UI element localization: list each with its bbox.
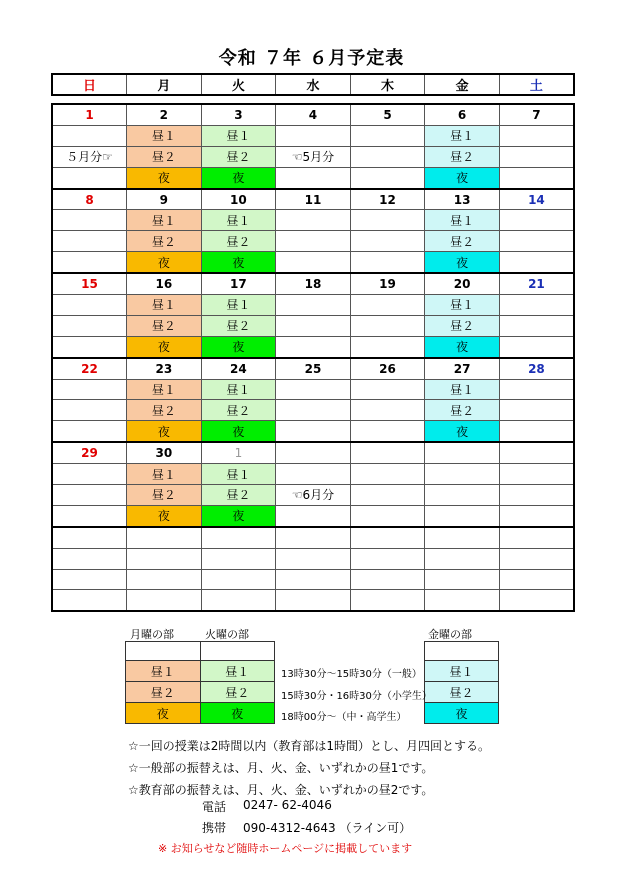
week-3-night-row <box>52 336 574 357</box>
mon-night-slot: 夜 <box>127 421 202 442</box>
date-cell: 29 <box>52 442 127 463</box>
weekday-fri: 金 <box>425 74 500 95</box>
fri-lunch1-slot: 昼１ <box>425 125 500 146</box>
week-6-row <box>52 527 574 548</box>
fri-lunch2-slot: 昼２ <box>425 315 500 336</box>
date-cell: 14 <box>499 189 574 210</box>
time-lunch2: 15時30分・16時30分（小学生） <box>281 691 432 702</box>
mon-night-slot: 夜 <box>127 505 202 526</box>
week-2-lunch2-row <box>52 231 574 252</box>
legend-mon-label: 月曜の部 <box>130 628 174 641</box>
legend-fri-lunch1: 昼１ <box>425 661 499 682</box>
rule-line: ☆教育部の振替えは、月、火、金、いずれかの昼2です。 <box>128 783 434 797</box>
legend-tue-label: 火曜の部 <box>205 628 249 641</box>
weekday-wed: 水 <box>276 74 351 95</box>
week-2-night-row <box>52 252 574 273</box>
date-cell: 5 <box>350 104 425 125</box>
date-cell: 9 <box>127 189 202 210</box>
date-cell: 13 <box>425 189 500 210</box>
calendar-grid <box>51 103 575 612</box>
date-cell: 30 <box>127 442 202 463</box>
tue-lunch1-slot: 昼１ <box>201 379 276 400</box>
week-3-lunch2-row <box>52 315 574 336</box>
date-cell: 6 <box>425 104 500 125</box>
week-5-date-row <box>52 442 574 463</box>
mon-lunch2-slot: 昼２ <box>127 400 202 421</box>
homepage-notice: ※ お知らせなど随時ホームページに掲載しています <box>158 842 413 855</box>
tue-lunch1-slot: 昼１ <box>201 210 276 231</box>
tue-lunch2-slot: 昼２ <box>201 315 276 336</box>
fri-lunch1-slot: 昼１ <box>425 295 500 316</box>
week-5-lunch2-row <box>52 485 574 506</box>
date-cell <box>276 442 351 463</box>
june-makeup-note: ☜6月分 <box>276 485 351 506</box>
date-cell <box>425 442 500 463</box>
week-6-row <box>52 590 574 611</box>
date-cell: 20 <box>425 273 500 294</box>
weekday-sun: 日 <box>52 74 127 95</box>
tue-night-slot: 夜 <box>201 336 276 357</box>
mobile-label: 携帯 <box>202 821 227 835</box>
mon-night-slot: 夜 <box>127 252 202 273</box>
fri-lunch1-slot: 昼１ <box>425 379 500 400</box>
week-6-row <box>52 548 574 569</box>
date-cell: 3 <box>201 104 276 125</box>
weekday-mon: 月 <box>127 74 202 95</box>
legend-fri-table <box>424 641 499 724</box>
rule-line: ☆一般部の振替えは、月、火、金、いずれかの昼1です。 <box>128 761 434 775</box>
may-makeup-note: ５月分☞ <box>52 146 127 167</box>
rule-line: ☆一回の授業は2時間以内（教育部は1時間）とし、月四回とする。 <box>128 739 491 753</box>
mobile-number: 090-4312-4643 （ライン可） <box>243 821 412 835</box>
tue-lunch2-slot: 昼２ <box>201 146 276 167</box>
fri-lunch2-slot: 昼２ <box>425 400 500 421</box>
date-cell: 18 <box>276 273 351 294</box>
phone-label: 電話 <box>202 800 227 814</box>
week-1-date-row <box>52 104 574 125</box>
mon-lunch1-slot: 昼１ <box>127 210 202 231</box>
mon-lunch1-slot: 昼１ <box>127 464 202 485</box>
fri-lunch2-slot: 昼２ <box>425 231 500 252</box>
date-cell: 26 <box>350 358 425 379</box>
tue-lunch1-slot: 昼１ <box>201 464 276 485</box>
week-5-lunch1-row <box>52 464 574 485</box>
tue-night-slot: 夜 <box>201 421 276 442</box>
legend-fri-lunch2: 昼２ <box>425 682 499 703</box>
legend-fri-label: 金曜の部 <box>428 628 472 641</box>
date-cell: 1 <box>201 442 276 463</box>
date-cell: 4 <box>276 104 351 125</box>
fri-lunch1-slot: 昼１ <box>425 210 500 231</box>
week-4-night-row <box>52 421 574 442</box>
mon-lunch2-slot: 昼２ <box>127 146 202 167</box>
mon-lunch1-slot: 昼１ <box>127 379 202 400</box>
phone-number: 0247- 62-4046 <box>243 798 332 812</box>
date-cell: 7 <box>499 104 574 125</box>
date-cell: 22 <box>52 358 127 379</box>
week-1-lunch1-row <box>52 125 574 146</box>
date-cell: 23 <box>127 358 202 379</box>
legend-mon-lunch1: 昼１ <box>126 661 201 682</box>
tue-lunch1-slot: 昼１ <box>201 295 276 316</box>
date-cell: 24 <box>201 358 276 379</box>
legend-tue-lunch2: 昼２ <box>200 682 275 703</box>
date-cell: 28 <box>499 358 574 379</box>
week-1-lunch2-row <box>52 146 574 167</box>
weekday-sat: 土 <box>499 74 574 95</box>
week-4-lunch1-row <box>52 379 574 400</box>
week-3-date-row <box>52 273 574 294</box>
legend-tue-night: 夜 <box>200 703 275 724</box>
date-cell: 19 <box>350 273 425 294</box>
time-lunch1: 13時30分～15時30分（一般） <box>281 669 422 680</box>
weekday-tue: 火 <box>201 74 276 95</box>
date-cell <box>350 442 425 463</box>
date-cell: 16 <box>127 273 202 294</box>
time-night: 18時00分～（中・高学生） <box>281 712 407 723</box>
date-cell: 17 <box>201 273 276 294</box>
date-cell: 11 <box>276 189 351 210</box>
fri-night-slot: 夜 <box>425 167 500 188</box>
week-4-date-row <box>52 358 574 379</box>
legend-mon-tue-table <box>125 641 275 724</box>
mon-lunch2-slot: 昼２ <box>127 485 202 506</box>
date-cell: 2 <box>127 104 202 125</box>
mon-lunch2-slot: 昼２ <box>127 315 202 336</box>
mon-night-slot: 夜 <box>127 336 202 357</box>
mon-lunch1-slot: 昼１ <box>127 125 202 146</box>
legend-mon-night: 夜 <box>126 703 201 724</box>
tue-lunch2-slot: 昼２ <box>201 231 276 252</box>
week-3-lunch1-row <box>52 295 574 316</box>
fri-night-slot: 夜 <box>425 421 500 442</box>
tue-night-slot: 夜 <box>201 505 276 526</box>
fri-lunch2-slot: 昼２ <box>425 146 500 167</box>
date-cell: 25 <box>276 358 351 379</box>
mon-lunch2-slot: 昼２ <box>127 231 202 252</box>
date-cell <box>499 442 574 463</box>
weekday-thu: 木 <box>350 74 425 95</box>
fri-night-slot: 夜 <box>425 336 500 357</box>
week-1-night-row <box>52 167 574 188</box>
page-title: 令和 ７年 ６月予定表 <box>218 48 405 69</box>
date-cell: 15 <box>52 273 127 294</box>
date-cell: 12 <box>350 189 425 210</box>
legend-fri-night: 夜 <box>425 703 499 724</box>
weekday-header <box>51 73 575 96</box>
tue-lunch1-slot: 昼１ <box>201 125 276 146</box>
date-cell: 10 <box>201 189 276 210</box>
date-cell: 8 <box>52 189 127 210</box>
tue-lunch2-slot: 昼２ <box>201 400 276 421</box>
date-cell: 1 <box>52 104 127 125</box>
week-5-night-row <box>52 505 574 526</box>
may-makeup-note: ☜5月分 <box>276 146 351 167</box>
fri-night-slot: 夜 <box>425 252 500 273</box>
mon-lunch1-slot: 昼１ <box>127 295 202 316</box>
date-cell: 27 <box>425 358 500 379</box>
week-2-date-row <box>52 189 574 210</box>
legend-tue-lunch1: 昼１ <box>200 661 275 682</box>
tue-night-slot: 夜 <box>201 167 276 188</box>
legend-mon-lunch2: 昼２ <box>126 682 201 703</box>
mon-night-slot: 夜 <box>127 167 202 188</box>
date-cell: 21 <box>499 273 574 294</box>
week-6-row <box>52 569 574 590</box>
week-4-lunch2-row <box>52 400 574 421</box>
tue-lunch2-slot: 昼２ <box>201 485 276 506</box>
week-2-lunch1-row <box>52 210 574 231</box>
tue-night-slot: 夜 <box>201 252 276 273</box>
